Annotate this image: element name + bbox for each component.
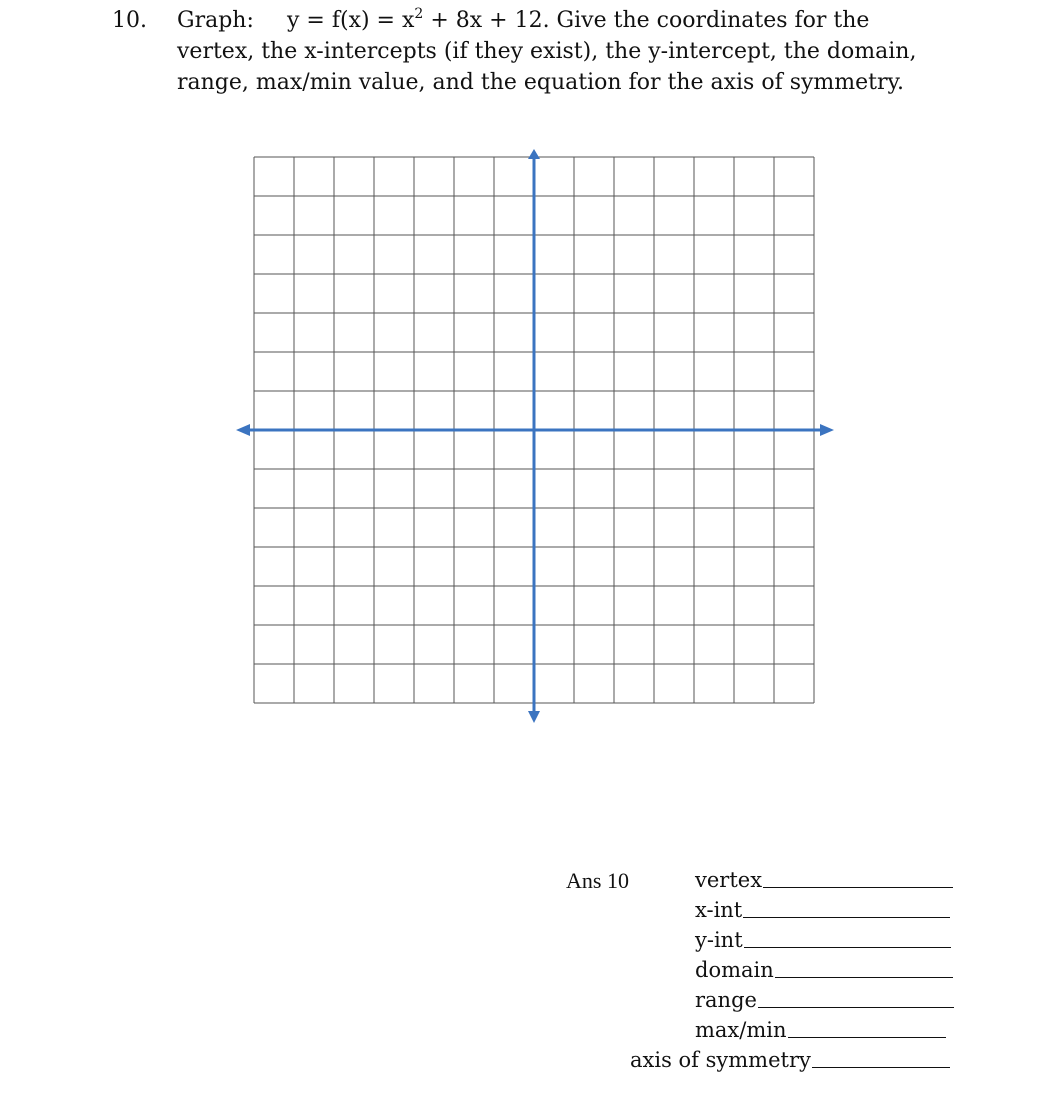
coordinate-grid[interactable] <box>230 145 840 730</box>
equation-left: y = f(x) = x <box>287 8 415 33</box>
axis-of-symmetry-field[interactable] <box>630 1048 950 1072</box>
range-field[interactable] <box>695 988 954 1012</box>
domain-blank[interactable] <box>775 976 953 978</box>
question-number: 10. <box>112 8 147 33</box>
vertex-blank[interactable] <box>763 886 953 888</box>
range-label: range <box>695 988 757 1012</box>
axis-of-symmetry-label: axis of symmetry <box>630 1048 811 1072</box>
x-axis-right-arrow <box>820 424 834 436</box>
x-axis-left-arrow <box>236 424 250 436</box>
y-int-label: y-int <box>695 928 743 952</box>
x-int-blank[interactable] <box>743 916 950 918</box>
question-line-3: range, max/min value, and the equation for the axis of symmetry. <box>177 70 905 95</box>
graph-label: Graph: <box>177 8 254 33</box>
y-axis-down-arrow <box>528 711 540 723</box>
x-int-label: x-int <box>695 898 743 922</box>
answer-label: Ans 10 <box>566 868 629 893</box>
equation-exponent: 2 <box>414 6 424 22</box>
domain-field[interactable] <box>695 958 953 982</box>
y-axis-up-arrow <box>528 149 540 159</box>
vertex-label: vertex <box>695 868 763 892</box>
range-blank[interactable] <box>758 1006 954 1008</box>
domain-label: domain <box>695 958 774 982</box>
question-line-2: vertex, the x-intercepts (if they exist), the y-intercept, the domain, <box>177 39 917 64</box>
max-min-blank[interactable] <box>788 1036 946 1038</box>
max-min-label: max/min <box>695 1018 787 1042</box>
question-line-1 <box>177 8 869 33</box>
y-int-field[interactable] <box>695 928 951 952</box>
max-min-field[interactable] <box>695 1018 946 1042</box>
equation-right: + 8x + 12. Give the coordinates for the <box>423 8 870 33</box>
vertex-field[interactable] <box>695 868 953 892</box>
axis-of-symmetry-blank[interactable] <box>812 1066 950 1068</box>
x-int-field[interactable] <box>695 898 950 922</box>
y-int-blank[interactable] <box>744 946 951 948</box>
